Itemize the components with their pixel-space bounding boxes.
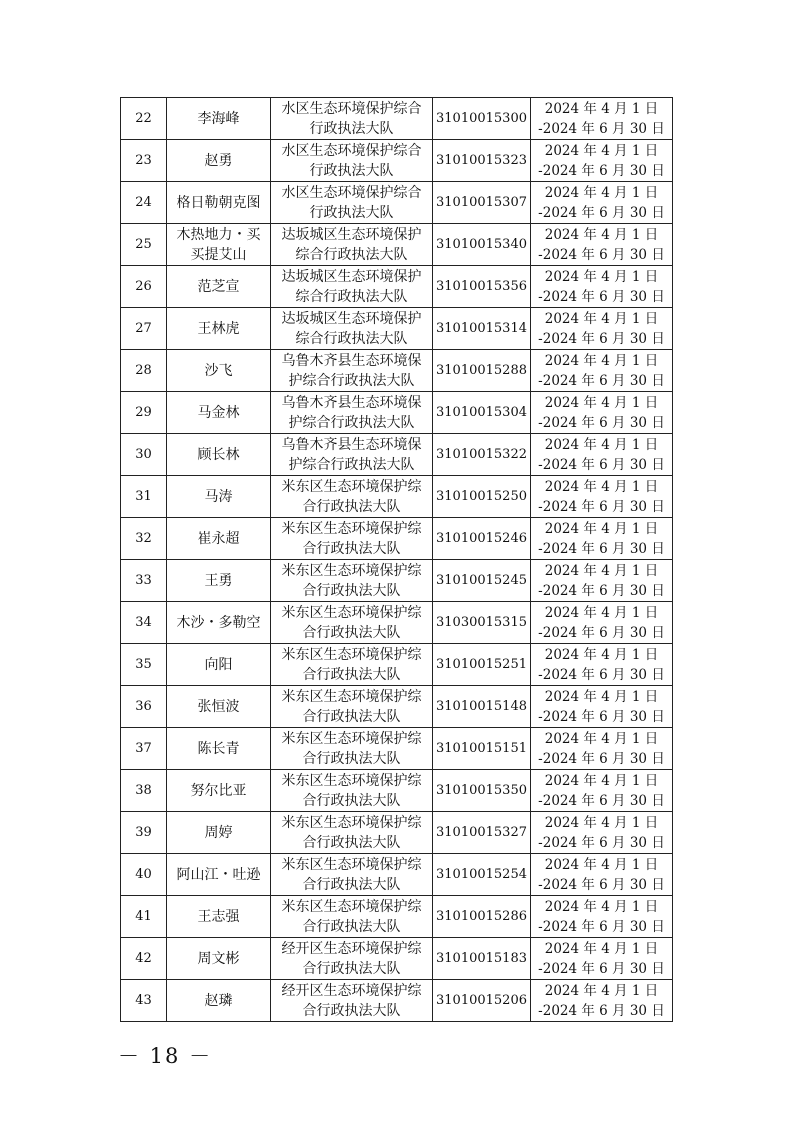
table-row [121,812,673,854]
validity-period-cell-line: 2024 年 4 月 1 日 [544,772,659,789]
name-cell-line: 努尔比亚 [190,782,247,799]
validity-period-cell [531,350,673,392]
unit-cell-line: 达坂城区生态环境保护 [281,268,422,285]
certificate-number-cell: 31010015314 [433,308,531,350]
unit-cell-line: 合行政执法大队 [302,1002,401,1019]
table-row [121,980,673,1022]
unit-cell-line: 米东区生态环境保护综 [281,520,422,537]
validity-period-cell-line: -2024 年 6 月 30 日 [538,288,665,305]
validity-period-cell-line: -2024 年 6 月 30 日 [538,204,665,221]
table-row [121,182,673,224]
unit-cell-line: 水区生态环境保护综合 [281,142,422,159]
validity-period-cell [531,644,673,686]
table-row [121,476,673,518]
table-row [121,308,673,350]
validity-period-cell-line: 2024 年 4 月 1 日 [544,730,659,747]
serial-number-cell: 37 [121,728,167,770]
validity-period-cell-line: -2024 年 6 月 30 日 [538,498,665,515]
serial-number-cell: 27 [121,308,167,350]
validity-period-cell-line: 2024 年 4 月 1 日 [544,688,659,705]
name-cell-line: 沙飞 [204,362,233,379]
certificate-number-cell: 31010015183 [433,938,531,980]
validity-period-cell-line: 2024 年 4 月 1 日 [544,436,659,453]
unit-cell-line: 合行政执法大队 [302,708,401,725]
certificate-number-cell: 31010015323 [433,140,531,182]
validity-period-cell [531,392,673,434]
personnel-table-body [121,98,673,1022]
validity-period-cell-line: 2024 年 4 月 1 日 [544,394,659,411]
validity-period-cell [531,770,673,812]
serial-number-cell: 23 [121,140,167,182]
unit-cell-line: 米东区生态环境保护综 [281,646,422,663]
validity-period-cell-line: -2024 年 6 月 30 日 [538,120,665,137]
validity-period-cell [531,434,673,476]
validity-period-cell-line: 2024 年 4 月 1 日 [544,100,659,117]
certificate-number-cell: 31010015254 [433,854,531,896]
name-cell [167,224,271,266]
validity-period-cell [531,140,673,182]
name-cell-line: 陈长青 [197,740,240,757]
name-cell-line: 向阳 [204,656,233,673]
unit-cell-line: 米东区生态环境保护综 [281,604,422,621]
unit-cell [271,224,433,266]
serial-number-cell: 30 [121,434,167,476]
certificate-number-cell: 31030015315 [433,602,531,644]
unit-cell [271,938,433,980]
table-row [121,644,673,686]
name-cell-line: 周文彬 [197,950,240,967]
name-cell-line: 崔永超 [197,530,240,547]
name-cell [167,812,271,854]
serial-number-cell: 33 [121,560,167,602]
table-row [121,224,673,266]
unit-cell [271,980,433,1022]
name-cell [167,560,271,602]
table-row [121,686,673,728]
certificate-number-cell: 31010015304 [433,392,531,434]
serial-number-cell: 39 [121,812,167,854]
validity-period-cell-line: -2024 年 6 月 30 日 [538,792,665,809]
name-cell [167,980,271,1022]
unit-cell [271,182,433,224]
name-cell-line: 阿山江・吐逊 [176,866,261,883]
table-row [121,854,673,896]
validity-period-cell-line: -2024 年 6 月 30 日 [538,624,665,641]
validity-period-cell [531,686,673,728]
unit-cell [271,266,433,308]
certificate-number-cell: 31010015322 [433,434,531,476]
validity-period-cell-line: -2024 年 6 月 30 日 [538,960,665,977]
certificate-number-cell: 31010015307 [433,182,531,224]
name-cell [167,602,271,644]
unit-cell [271,98,433,140]
unit-cell-line: 综合行政执法大队 [295,330,408,347]
validity-period-cell-line: -2024 年 6 月 30 日 [538,876,665,893]
serial-number-cell: 29 [121,392,167,434]
validity-period-cell-line: -2024 年 6 月 30 日 [538,540,665,557]
unit-cell-line: 合行政执法大队 [302,624,401,641]
unit-cell-line: 合行政执法大队 [302,918,401,935]
name-cell-line: 张恒波 [197,698,240,715]
validity-period-cell-line: 2024 年 4 月 1 日 [544,604,659,621]
name-cell-line: 李海峰 [197,110,240,127]
unit-cell-line: 合行政执法大队 [302,834,401,851]
unit-cell [271,392,433,434]
unit-cell-line: 米东区生态环境保护综 [281,478,422,495]
validity-period-cell [531,308,673,350]
validity-period-cell-line: -2024 年 6 月 30 日 [538,162,665,179]
unit-cell [271,644,433,686]
unit-cell [271,518,433,560]
unit-cell-line: 行政执法大队 [309,162,394,179]
validity-period-cell-line: -2024 年 6 月 30 日 [538,372,665,389]
unit-cell-line: 合行政执法大队 [302,540,401,557]
unit-cell-line: 合行政执法大队 [302,666,401,683]
serial-number-cell: 25 [121,224,167,266]
personnel-table [120,97,673,1022]
unit-cell-line: 经开区生态环境保护综 [281,940,422,957]
validity-period-cell-line: 2024 年 4 月 1 日 [544,898,659,915]
validity-period-cell [531,602,673,644]
validity-period-cell-line: 2024 年 4 月 1 日 [544,310,659,327]
validity-period-cell-line: -2024 年 6 月 30 日 [538,1002,665,1019]
serial-number-cell: 36 [121,686,167,728]
name-cell-line: 格日勒朝克图 [176,194,261,211]
name-cell [167,854,271,896]
unit-cell [271,770,433,812]
validity-period-cell-line: -2024 年 6 月 30 日 [538,330,665,347]
unit-cell-line: 米东区生态环境保护综 [281,856,422,873]
certificate-number-cell: 31010015286 [433,896,531,938]
name-cell-line: 王林虎 [197,320,240,337]
unit-cell-line: 护综合行政执法大队 [288,414,415,431]
unit-cell-line: 合行政执法大队 [302,876,401,893]
unit-cell [271,308,433,350]
validity-period-cell [531,98,673,140]
name-cell [167,98,271,140]
validity-period-cell [531,896,673,938]
serial-number-cell: 22 [121,98,167,140]
validity-period-cell-line: 2024 年 4 月 1 日 [544,184,659,201]
table-row [121,518,673,560]
validity-period-cell-line: 2024 年 4 月 1 日 [544,520,659,537]
validity-period-cell-line: -2024 年 6 月 30 日 [538,708,665,725]
name-cell-line: 赵勇 [204,152,233,169]
validity-period-cell-line: -2024 年 6 月 30 日 [538,414,665,431]
table-row [121,392,673,434]
table-row [121,434,673,476]
unit-cell [271,854,433,896]
unit-cell-line: 米东区生态环境保护综 [281,688,422,705]
name-cell-line: 周婷 [204,824,233,841]
serial-number-cell: 43 [121,980,167,1022]
unit-cell-line: 合行政执法大队 [302,582,401,599]
name-cell [167,770,271,812]
unit-cell-line: 行政执法大队 [309,120,394,137]
validity-period-cell-line: -2024 年 6 月 30 日 [538,456,665,473]
name-cell [167,896,271,938]
validity-period-cell-line: 2024 年 4 月 1 日 [544,562,659,579]
name-cell-line: 王勇 [204,572,233,589]
unit-cell-line: 达坂城区生态环境保护 [281,310,422,327]
unit-cell [271,686,433,728]
unit-cell-line: 达坂城区生态环境保护 [281,226,422,243]
serial-number-cell: 32 [121,518,167,560]
serial-number-cell: 42 [121,938,167,980]
validity-period-cell-line: 2024 年 4 月 1 日 [544,982,659,999]
certificate-number-cell: 31010015288 [433,350,531,392]
unit-cell [271,728,433,770]
serial-number-cell: 31 [121,476,167,518]
table-row [121,140,673,182]
validity-period-cell-line: -2024 年 6 月 30 日 [538,834,665,851]
certificate-number-cell: 31010015250 [433,476,531,518]
unit-cell-line: 护综合行政执法大队 [288,372,415,389]
validity-period-cell-line: 2024 年 4 月 1 日 [544,646,659,663]
unit-cell-line: 乌鲁木齐县生态环境保 [281,394,422,411]
name-cell-line: 马金林 [197,404,240,421]
name-cell [167,518,271,560]
serial-number-cell: 41 [121,896,167,938]
name-cell [167,140,271,182]
certificate-number-cell: 31010015206 [433,980,531,1022]
name-cell [167,434,271,476]
serial-number-cell: 38 [121,770,167,812]
name-cell [167,938,271,980]
validity-period-cell [531,812,673,854]
certificate-number-cell: 31010015251 [433,644,531,686]
name-cell-line: 木沙・多勒空 [176,614,261,631]
serial-number-cell: 26 [121,266,167,308]
validity-period-cell [531,980,673,1022]
validity-period-cell-line: 2024 年 4 月 1 日 [544,226,659,243]
validity-period-cell-line: 2024 年 4 月 1 日 [544,856,659,873]
name-cell [167,644,271,686]
certificate-number-cell: 31010015148 [433,686,531,728]
name-cell [167,350,271,392]
validity-period-cell [531,728,673,770]
unit-cell-line: 水区生态环境保护综合 [281,100,422,117]
serial-number-cell: 40 [121,854,167,896]
unit-cell-line: 合行政执法大队 [302,792,401,809]
unit-cell-line: 米东区生态环境保护综 [281,898,422,915]
serial-number-cell: 24 [121,182,167,224]
validity-period-cell-line: 2024 年 4 月 1 日 [544,814,659,831]
unit-cell [271,896,433,938]
unit-cell [271,560,433,602]
unit-cell-line: 综合行政执法大队 [295,288,408,305]
table-row [121,728,673,770]
certificate-number-cell: 31010015356 [433,266,531,308]
name-cell [167,476,271,518]
unit-cell-line: 米东区生态环境保护综 [281,730,422,747]
serial-number-cell: 35 [121,644,167,686]
validity-period-cell [531,182,673,224]
table-row [121,98,673,140]
name-cell-line: 赵璘 [204,992,233,1009]
name-cell [167,308,271,350]
certificate-number-cell: 31010015245 [433,560,531,602]
certificate-number-cell: 31010015246 [433,518,531,560]
certificate-number-cell: 31010015151 [433,728,531,770]
unit-cell-line: 护综合行政执法大队 [288,456,415,473]
name-cell-line: 顾长林 [197,446,240,463]
name-cell-line: 买提艾山 [190,246,247,263]
unit-cell-line: 米东区生态环境保护综 [281,562,422,579]
validity-period-cell-line: -2024 年 6 月 30 日 [538,582,665,599]
serial-number-cell: 34 [121,602,167,644]
unit-cell-line: 米东区生态环境保护综 [281,814,422,831]
certificate-number-cell: 31010015300 [433,98,531,140]
validity-period-cell [531,560,673,602]
table-row [121,602,673,644]
validity-period-cell-line: -2024 年 6 月 30 日 [538,750,665,767]
unit-cell-line: 行政执法大队 [309,204,394,221]
table-row [121,350,673,392]
name-cell [167,392,271,434]
unit-cell [271,476,433,518]
name-cell-line: 范芝宣 [197,278,240,295]
name-cell [167,686,271,728]
validity-period-cell-line: 2024 年 4 月 1 日 [544,268,659,285]
name-cell-line: 马涛 [204,488,233,505]
name-cell-line: 王志强 [197,908,240,925]
table-row [121,560,673,602]
validity-period-cell [531,938,673,980]
unit-cell-line: 合行政执法大队 [302,750,401,767]
validity-period-cell [531,266,673,308]
validity-period-cell-line: 2024 年 4 月 1 日 [544,940,659,957]
name-cell-line: 木热地力・买 [176,226,261,243]
unit-cell [271,602,433,644]
unit-cell [271,140,433,182]
validity-period-cell [531,854,673,896]
unit-cell-line: 综合行政执法大队 [295,246,408,263]
name-cell [167,182,271,224]
validity-period-cell-line: -2024 年 6 月 30 日 [538,666,665,683]
table-row [121,896,673,938]
certificate-number-cell: 31010015327 [433,812,531,854]
validity-period-cell [531,476,673,518]
unit-cell-line: 米东区生态环境保护综 [281,772,422,789]
validity-period-cell-line: 2024 年 4 月 1 日 [544,478,659,495]
validity-period-cell-line: 2024 年 4 月 1 日 [544,352,659,369]
table-row [121,938,673,980]
unit-cell [271,812,433,854]
validity-period-cell-line: -2024 年 6 月 30 日 [538,246,665,263]
unit-cell-line: 水区生态环境保护综合 [281,184,422,201]
unit-cell-line: 合行政执法大队 [302,498,401,515]
page-number: － 18 － [118,1044,213,1068]
validity-period-cell [531,224,673,266]
unit-cell-line: 经开区生态环境保护综 [281,982,422,999]
certificate-number-cell: 31010015340 [433,224,531,266]
name-cell [167,266,271,308]
unit-cell-line: 合行政执法大队 [302,960,401,977]
certificate-number-cell: 31010015350 [433,770,531,812]
unit-cell-line: 乌鲁木齐县生态环境保 [281,352,422,369]
validity-period-cell-line: -2024 年 6 月 30 日 [538,918,665,935]
table-row [121,266,673,308]
validity-period-cell-line: 2024 年 4 月 1 日 [544,142,659,159]
table-row [121,770,673,812]
name-cell [167,728,271,770]
serial-number-cell: 28 [121,350,167,392]
unit-cell [271,434,433,476]
unit-cell-line: 乌鲁木齐县生态环境保 [281,436,422,453]
validity-period-cell [531,518,673,560]
unit-cell [271,350,433,392]
